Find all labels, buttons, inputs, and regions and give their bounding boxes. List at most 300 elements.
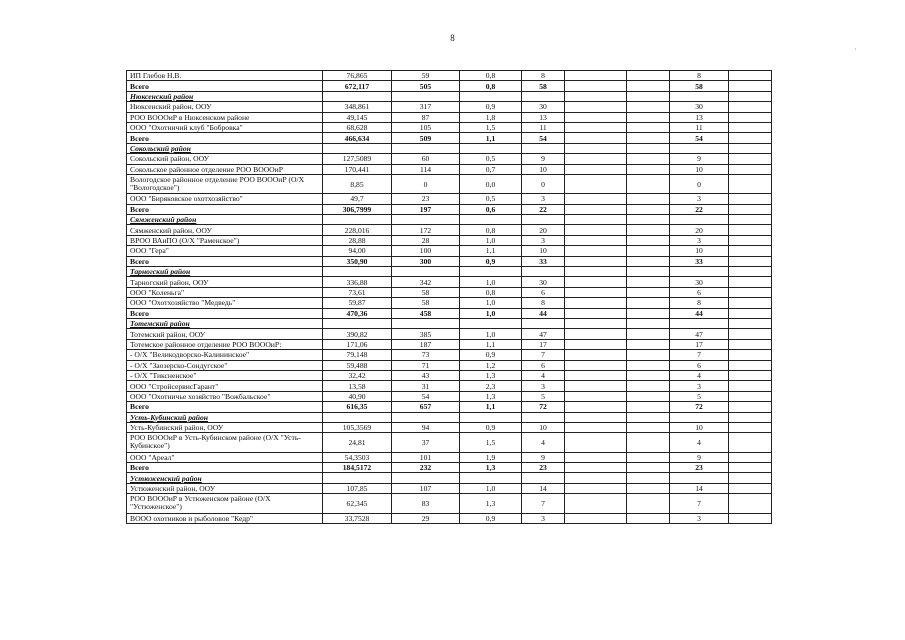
table-cell: 17 (670, 339, 729, 349)
table-cell: 22 (670, 204, 729, 214)
table-cell: 170,441 (323, 164, 392, 174)
table-cell (670, 215, 729, 225)
organization-name: РОО ВОООиР в Устюженском районе (О/Х "Устюженское") (127, 494, 323, 513)
table-cell (729, 494, 772, 513)
page-number: 8 (450, 33, 455, 43)
table-cell (627, 513, 670, 523)
table-cell: 22 (522, 204, 565, 214)
table-cell: 107,85 (323, 483, 392, 493)
table-row (127, 122, 772, 132)
table-cell (670, 267, 729, 277)
table-cell: 0,8 (460, 225, 522, 235)
table-cell (323, 318, 392, 328)
table-cell: 9 (522, 154, 565, 164)
table-cell (729, 133, 772, 143)
table-cell: 0,9 (460, 422, 522, 432)
table-cell (522, 412, 565, 422)
table-cell: 0,9 (460, 102, 522, 112)
organization-name: Тотемский район, ООУ (127, 329, 323, 339)
table-cell (627, 287, 670, 297)
table-cell: 33,7528 (323, 513, 392, 523)
table-cell: 7 (522, 494, 565, 513)
table-cell (522, 91, 565, 101)
table-cell: 300 (392, 256, 460, 266)
table-cell: 1,3 (460, 370, 522, 380)
organization-name: ООО "Ареал" (127, 452, 323, 462)
table-cell (627, 204, 670, 214)
table-row (127, 381, 772, 391)
table-cell (323, 412, 392, 422)
table-cell: 197 (392, 204, 460, 214)
table-row (127, 494, 772, 513)
total-row (127, 463, 772, 473)
table-cell (729, 225, 772, 235)
table-cell: 1,0 (460, 298, 522, 308)
organization-name: Всего (127, 204, 323, 214)
table-cell: 30 (670, 277, 729, 287)
table-cell (565, 433, 627, 452)
table-cell: 350,90 (323, 256, 392, 266)
table-cell: 1,2 (460, 360, 522, 370)
table-cell (565, 194, 627, 204)
table-cell (392, 412, 460, 422)
table-cell (460, 473, 522, 483)
table-cell: 13 (670, 112, 729, 122)
organization-name: Сокольское районное отделение РОО ВОООиР (127, 164, 323, 174)
table-cell (729, 287, 772, 297)
total-row (127, 402, 772, 412)
table-cell (627, 318, 670, 328)
table-cell (729, 318, 772, 328)
table-cell: 1,0 (460, 483, 522, 493)
table-cell (565, 204, 627, 214)
table-cell: 101 (392, 452, 460, 462)
table-cell: 7 (670, 494, 729, 513)
table-cell: 1,9 (460, 452, 522, 462)
table-cell: 9 (522, 452, 565, 462)
table-cell: 114 (392, 164, 460, 174)
table-cell (627, 381, 670, 391)
table-cell (729, 246, 772, 256)
table-cell: 0,6 (460, 204, 522, 214)
table-cell: 105 (392, 122, 460, 132)
table-cell (729, 433, 772, 452)
table-cell (460, 267, 522, 277)
organization-name: ООО "Гера" (127, 246, 323, 256)
table-cell: 107 (392, 483, 460, 493)
organization-name: РОО ВОООиР в Усть-Кубинском районе (О/Х "Усть-Кубинское") (127, 433, 323, 452)
table-cell: 49,7 (323, 194, 392, 204)
table-cell: 31 (392, 381, 460, 391)
organization-name: ООО "Охотничье хозяйство "Вожбальское" (127, 391, 323, 401)
table-cell: 47 (522, 329, 565, 339)
table-cell: 0,0 (460, 174, 522, 193)
organization-name: Всего (127, 81, 323, 91)
table-cell: 7 (670, 350, 729, 360)
table-cell (627, 225, 670, 235)
organization-name: ООО "Коленьга" (127, 287, 323, 297)
table-cell (392, 143, 460, 153)
table-row (127, 287, 772, 297)
table-cell (729, 277, 772, 287)
table-cell (627, 256, 670, 266)
table-cell (729, 91, 772, 101)
table-cell (460, 215, 522, 225)
table-cell: 60 (392, 154, 460, 164)
table-cell (627, 194, 670, 204)
table-cell: 76,865 (323, 71, 392, 81)
table-cell: 6 (670, 360, 729, 370)
table-cell: 8 (522, 71, 565, 81)
table-cell (627, 102, 670, 112)
total-row (127, 133, 772, 143)
table-cell (627, 112, 670, 122)
district-name: Усть-Кубинский район (127, 412, 323, 422)
table-cell: 6 (522, 360, 565, 370)
table-cell: 509 (392, 133, 460, 143)
table-cell (565, 164, 627, 174)
table-cell: 10 (522, 246, 565, 256)
organization-name: - О/Х "Заозерско-Сондугское" (127, 360, 323, 370)
table-row (127, 225, 772, 235)
table-cell: 44 (522, 308, 565, 318)
corner-dot-mark: · (854, 45, 857, 54)
table-row (127, 112, 772, 122)
table-cell (729, 483, 772, 493)
table-cell (627, 463, 670, 473)
table-cell (565, 215, 627, 225)
organization-name: Всего (127, 402, 323, 412)
table-cell: 0,9 (460, 513, 522, 523)
table-cell: 11 (522, 122, 565, 132)
table-cell (522, 215, 565, 225)
table-cell: 0,7 (460, 164, 522, 174)
table-cell (627, 370, 670, 380)
table-cell: 20 (670, 225, 729, 235)
organization-name: ООО "Охотничий клуб "Бобровка" (127, 122, 323, 132)
table-cell: 58 (392, 298, 460, 308)
table-cell (627, 91, 670, 101)
table-cell (729, 463, 772, 473)
table-cell (565, 513, 627, 523)
table-cell: 8,85 (323, 174, 392, 193)
table-cell: 54 (392, 391, 460, 401)
table-cell (565, 81, 627, 91)
table-cell: 7 (522, 350, 565, 360)
organization-name: Всего (127, 308, 323, 318)
table-row (127, 235, 772, 245)
table-cell: 94 (392, 422, 460, 432)
table-cell: 30 (522, 102, 565, 112)
table-cell: 13,58 (323, 381, 392, 391)
table-cell (627, 277, 670, 287)
table-cell (565, 287, 627, 297)
table-cell (729, 235, 772, 245)
hunting-grounds-table (126, 70, 772, 524)
table-cell: 40,90 (323, 391, 392, 401)
total-row (127, 81, 772, 91)
table-cell (460, 318, 522, 328)
table-cell (565, 143, 627, 153)
table-cell (627, 133, 670, 143)
table-cell: 28 (392, 235, 460, 245)
table-cell (522, 473, 565, 483)
table-cell (627, 483, 670, 493)
table-body (127, 71, 772, 524)
organization-name: Вологодское районное отделение РОО ВОООиР (О/Х "Вологодское") (127, 174, 323, 193)
table-cell: 184,5172 (323, 463, 392, 473)
table-cell: 1,1 (460, 133, 522, 143)
table-cell (729, 360, 772, 370)
table-cell: 87 (392, 112, 460, 122)
table-cell (729, 339, 772, 349)
table-cell: 470,36 (323, 308, 392, 318)
table-cell: 317 (392, 102, 460, 112)
table-cell (670, 91, 729, 101)
table-cell: 37 (392, 433, 460, 452)
table-cell: 54 (522, 133, 565, 143)
table-cell (565, 133, 627, 143)
table-cell: 30 (522, 277, 565, 287)
table-cell: 5 (522, 391, 565, 401)
table-cell: 47 (670, 329, 729, 339)
table-cell: 0,8 (460, 287, 522, 297)
table-cell (565, 122, 627, 132)
table-cell (565, 308, 627, 318)
table-cell: 10 (522, 422, 565, 432)
table-cell (565, 112, 627, 122)
table-cell: 616,35 (323, 402, 392, 412)
organization-name: - О/Х "Великодворско-Калининское" (127, 350, 323, 360)
table-cell: 4 (522, 433, 565, 452)
organization-name: Всего (127, 256, 323, 266)
table-cell (627, 154, 670, 164)
table-cell: 72 (670, 402, 729, 412)
table-cell (565, 381, 627, 391)
table-cell: 336,88 (323, 277, 392, 287)
table-cell (565, 494, 627, 513)
table-cell: 390,82 (323, 329, 392, 339)
table-cell: 62,345 (323, 494, 392, 513)
table-cell: 4 (522, 370, 565, 380)
table-cell: 348,861 (323, 102, 392, 112)
table-row (127, 154, 772, 164)
table-cell (627, 122, 670, 132)
table-cell: 28,88 (323, 235, 392, 245)
table-cell: 30 (670, 102, 729, 112)
table-row (127, 329, 772, 339)
table-cell (729, 308, 772, 318)
table-cell (565, 339, 627, 349)
table-cell: 9 (670, 154, 729, 164)
district-header-row (127, 412, 772, 422)
table-cell: 0,8 (460, 81, 522, 91)
organization-name: Тарногский район, ООУ (127, 277, 323, 287)
table-row (127, 350, 772, 360)
district-header-row (127, 318, 772, 328)
table-cell (627, 215, 670, 225)
table-cell (565, 174, 627, 193)
district-header-row (127, 267, 772, 277)
table-cell (729, 164, 772, 174)
table-cell: 228,016 (323, 225, 392, 235)
table-cell: 33 (522, 256, 565, 266)
table-cell: 8 (670, 71, 729, 81)
table-cell: 59,488 (323, 360, 392, 370)
table-cell (627, 164, 670, 174)
table-cell (627, 235, 670, 245)
table-cell (670, 412, 729, 422)
table-cell (627, 473, 670, 483)
table-cell: 94,00 (323, 246, 392, 256)
table-cell: 100 (392, 246, 460, 256)
table-cell: 3 (522, 381, 565, 391)
table-cell (729, 350, 772, 360)
table-cell: 10 (522, 164, 565, 174)
organization-name: Сямженский район, ООУ (127, 225, 323, 235)
table-cell: 23 (392, 194, 460, 204)
organization-name: Всего (127, 463, 323, 473)
table-cell (627, 452, 670, 462)
table-cell (670, 318, 729, 328)
table-cell: 44 (670, 308, 729, 318)
table-cell (392, 267, 460, 277)
table-cell (729, 102, 772, 112)
organization-name: Устюженский район, ООУ (127, 483, 323, 493)
organization-name: Усть-Кубинский район, ООУ (127, 422, 323, 432)
table-cell (627, 81, 670, 91)
table-cell (565, 473, 627, 483)
table-cell: 0 (670, 174, 729, 193)
table-cell: 466,634 (323, 133, 392, 143)
table-cell: 73,61 (323, 287, 392, 297)
table-cell (729, 381, 772, 391)
total-row (127, 204, 772, 214)
table-cell (627, 402, 670, 412)
table-cell (392, 91, 460, 101)
table-cell (627, 308, 670, 318)
table-row (127, 339, 772, 349)
table-cell: 29 (392, 513, 460, 523)
table-cell: 1,3 (460, 494, 522, 513)
table-cell: 3 (670, 381, 729, 391)
table-cell (729, 298, 772, 308)
table-cell (627, 422, 670, 432)
organization-name: ИП Глебов Н.В. (127, 71, 323, 81)
table-cell: 5 (670, 391, 729, 401)
table-cell (729, 143, 772, 153)
table-row (127, 483, 772, 493)
table-cell (565, 452, 627, 462)
table-cell (729, 81, 772, 91)
table-cell (460, 143, 522, 153)
table-cell: 171,06 (323, 339, 392, 349)
table-cell (729, 122, 772, 132)
table-cell: 58 (670, 81, 729, 91)
table-row (127, 277, 772, 287)
table-cell: 3 (522, 194, 565, 204)
table-cell (627, 360, 670, 370)
table-row (127, 452, 772, 462)
table-cell (565, 256, 627, 266)
table-cell (565, 225, 627, 235)
table-cell (729, 391, 772, 401)
table-row (127, 360, 772, 370)
table-row (127, 422, 772, 432)
table-cell (565, 71, 627, 81)
table-cell (565, 391, 627, 401)
table-cell (729, 204, 772, 214)
table-cell: 3 (670, 235, 729, 245)
table-row (127, 433, 772, 452)
table-cell: 11 (670, 122, 729, 132)
table-row (127, 174, 772, 193)
table-cell (565, 298, 627, 308)
table-cell: 342 (392, 277, 460, 287)
table-cell (729, 71, 772, 81)
table-cell: 232 (392, 463, 460, 473)
table-cell: 8 (522, 298, 565, 308)
table-cell: 33 (670, 256, 729, 266)
table-row (127, 391, 772, 401)
table-cell (627, 412, 670, 422)
table-cell: 0 (392, 174, 460, 193)
table-cell: 79,148 (323, 350, 392, 360)
table-row (127, 164, 772, 174)
district-name: Тарногский район (127, 267, 323, 277)
table-cell (627, 298, 670, 308)
table-cell: 59,87 (323, 298, 392, 308)
table-cell (565, 267, 627, 277)
table-row (127, 370, 772, 380)
table-cell (323, 143, 392, 153)
table-cell (460, 91, 522, 101)
table-cell (729, 402, 772, 412)
table-cell (565, 246, 627, 256)
table-cell (729, 154, 772, 164)
table-cell (565, 370, 627, 380)
table-cell: 23 (670, 463, 729, 473)
organization-name: ООО "Охотхозяйство "Медведь" (127, 298, 323, 308)
table-cell (323, 91, 392, 101)
table-cell: 3 (522, 235, 565, 245)
table-cell: 657 (392, 402, 460, 412)
table-cell: 1,0 (460, 329, 522, 339)
table-row (127, 194, 772, 204)
table-cell (565, 318, 627, 328)
table-cell: 20 (522, 225, 565, 235)
table-cell: 58 (392, 287, 460, 297)
table-cell: 6 (522, 287, 565, 297)
table-cell (729, 174, 772, 193)
table-cell (627, 339, 670, 349)
table-cell: 1,3 (460, 391, 522, 401)
table-cell (565, 102, 627, 112)
table-cell (392, 318, 460, 328)
table-cell: 4 (670, 370, 729, 380)
table-row (127, 513, 772, 523)
table-cell: 1,1 (460, 339, 522, 349)
table-cell (627, 246, 670, 256)
table-cell (627, 267, 670, 277)
table-cell: 385 (392, 329, 460, 339)
table-cell (323, 215, 392, 225)
table-cell: 0,5 (460, 154, 522, 164)
table-cell: 1,1 (460, 402, 522, 412)
organization-name: - О/Х "Тиксненское" (127, 370, 323, 380)
table-cell: 672,117 (323, 81, 392, 91)
table-cell: 1,0 (460, 308, 522, 318)
